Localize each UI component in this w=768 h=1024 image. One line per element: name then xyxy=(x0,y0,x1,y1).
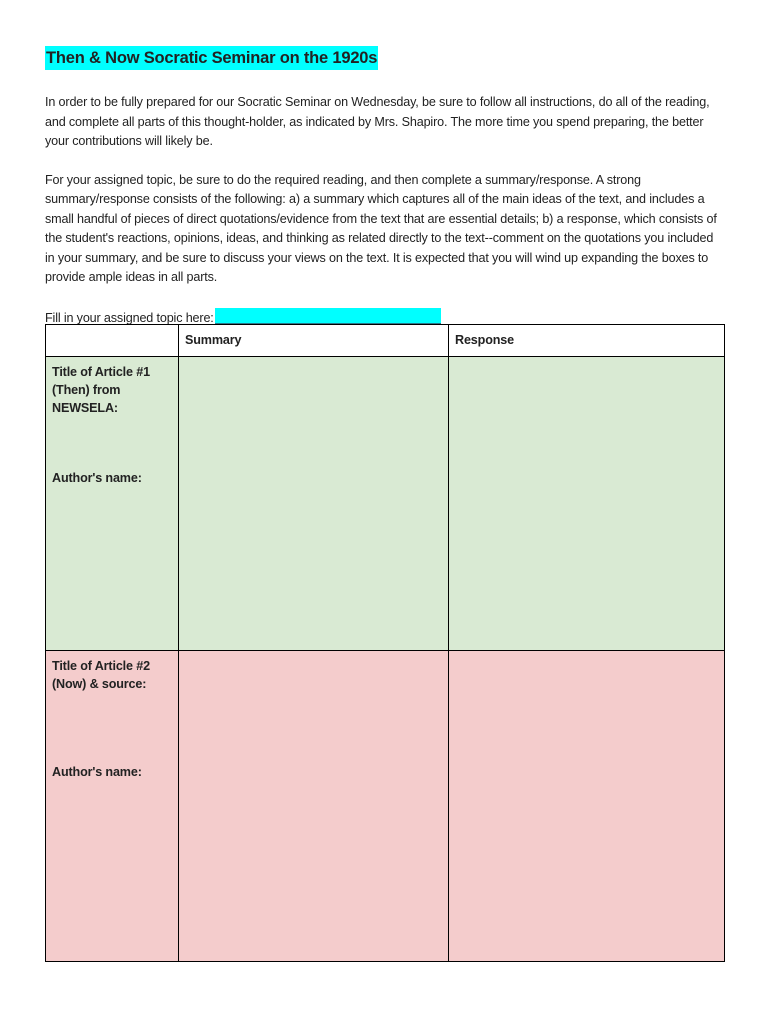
article-1-summary-cell[interactable] xyxy=(179,357,449,651)
header-response: Response xyxy=(449,325,725,357)
article-2-author-label: Author's name: xyxy=(52,765,142,779)
article-1-title-label: Title of Article #1 (Then) from NEWSELA: xyxy=(52,365,150,415)
article-1-label-cell xyxy=(46,357,179,651)
document-page xyxy=(45,46,725,328)
topic-input-blank[interactable] xyxy=(215,308,441,324)
topic-prompt: Fill in your assigned topic here: xyxy=(45,310,214,325)
header-summary: Summary xyxy=(179,325,449,357)
page-title: Then & Now Socratic Seminar on the 1920s xyxy=(45,46,378,70)
article-2-summary-cell[interactable] xyxy=(179,651,449,962)
table-row xyxy=(46,651,725,962)
article-1-author-label: Author's name: xyxy=(52,471,142,485)
article-1-response-cell[interactable] xyxy=(449,357,725,651)
instructions-paragraph: For your assigned topic, be sure to do the required reading, and then complete a summary/response. A strong summary/response consists of the following: a) a summary which captures all of the main ideas of the text, and includes a small handful of pieces of direct quotations/evidence from the text that are essential details; b) a response, which consists of the student's reactions, opinions, ideas, and thinking as related directly to the text--comment on the quotations you included in your summary, and be sure to discuss your views on the text. It is expected that you will wind up expanding the boxes to provide ample ideas in all parts. xyxy=(45,172,717,284)
article-2-title-label: Title of Article #2 (Now) & source: xyxy=(52,659,150,691)
table-row xyxy=(46,357,725,651)
table-header-row xyxy=(46,325,725,357)
summary-response-table xyxy=(45,324,725,962)
article-2-response-cell[interactable] xyxy=(449,651,725,962)
article-2-label-cell xyxy=(46,651,179,962)
header-empty-cell xyxy=(46,325,179,357)
intro-paragraph: In order to be fully prepared for our Socratic Seminar on Wednesday, be sure to follow all instructions, do all of the reading, and complete all parts of this thought-holder, as indicated by Mrs. Shapiro. The more time you spend preparing, the better your contributions will likely be. xyxy=(45,95,710,148)
